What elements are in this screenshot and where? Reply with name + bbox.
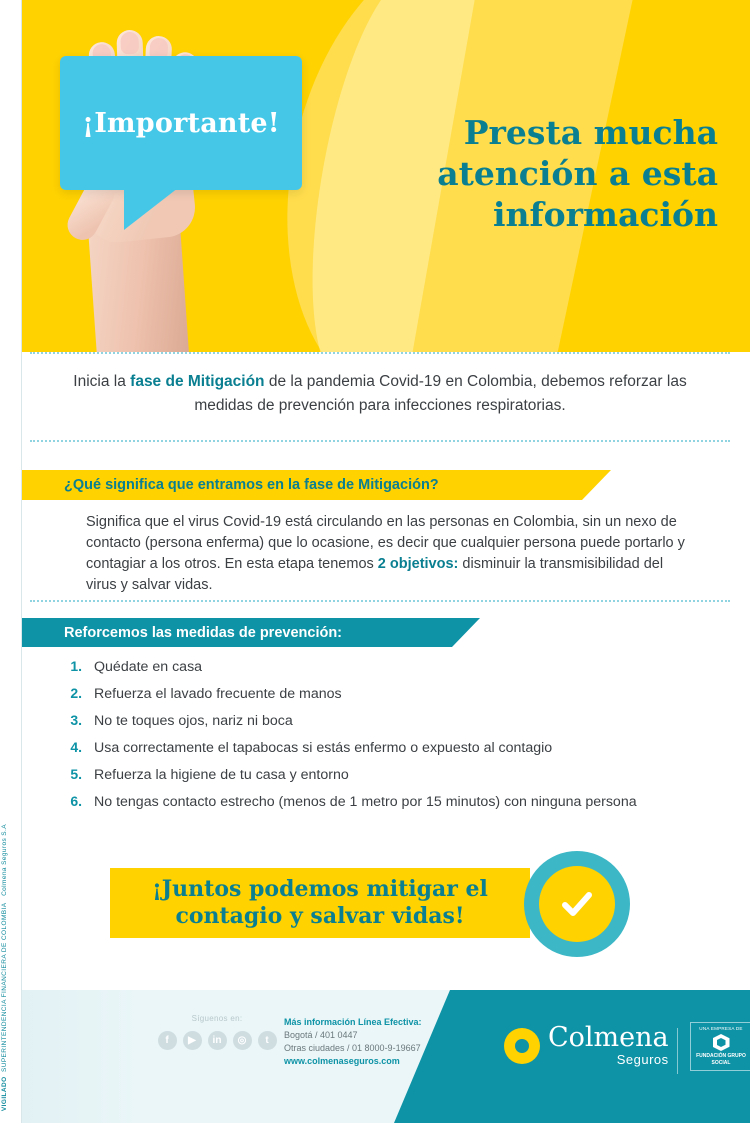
intro-before: Inicia la [73,373,131,390]
intro-highlight: fase de Mitigación [130,373,265,390]
foundation-hex-icon [713,1034,730,1051]
section-heading-measures [22,618,452,647]
brand-name: Colmena [548,1022,669,1053]
meaning-body-part-1: Significa que el virus Covid-19 está circulando en las personas en Colombia, sin un nexo de contacto (persona enferma) que lo ocasione, es decir que cualquier persona puede portarlo y contagiar a los otros. En esta etapa tenemos [86,514,685,572]
cta-line-1: ¡Juntos podemos mitigar el [152,876,488,902]
section-heading-meaning [22,470,582,500]
linkedin-icon[interactable]: in [208,1031,227,1050]
twitter-icon[interactable]: t [258,1031,277,1050]
brand-logo [504,1024,669,1067]
footer [22,990,750,1123]
check-icon [557,884,597,924]
brand-text [548,1024,669,1067]
social-links [152,1031,282,1050]
list-item-label: Quédate en casa [94,659,203,675]
contact-bogota: Bogotá / 401 0447 [284,1030,358,1040]
hero-banner [22,0,750,352]
list-item-number: 3. [70,712,82,728]
list-item [56,658,716,676]
list-item-label: Usa correctamente el tapabocas si estás enfermo o expuesto al contagio [94,740,553,756]
follow-label: Síguenos en: [191,1014,243,1023]
superintendencia-label: SUPERINTENDENCIA FINANCIERA DE COLOMBIA [1,902,8,1072]
list-item-number: 1. [70,658,82,674]
list-item-label: Refuerza la higiene de tu casa y entorno [94,767,349,783]
intro-paragraph [50,370,710,418]
cta-line-2: contagio y salvar vidas! [175,903,465,929]
section-heading-measures-label: Reforcemos las medidas de prevención: [64,624,343,641]
list-item [56,793,716,811]
list-item [56,712,716,730]
instagram-icon[interactable]: ◎ [233,1031,252,1050]
contact-other-cities: Otras ciudades / 01 8000-9-19667 [284,1043,421,1053]
footer-divider [677,1028,678,1074]
brand-subtitle: Seguros [616,1052,669,1067]
list-item [56,685,716,703]
section-heading-meaning-label: ¿Qué significa que entramos en la fase de Mitigación? [64,477,439,493]
contact-block [284,1016,422,1068]
list-item-label: No te toques ojos, nariz ni boca [94,713,293,729]
list-item-label: No tengas contacto estrecho (menos de 1 metro por 15 minutos) con ninguna persona [94,794,637,810]
vigilado-strip [0,0,22,1123]
speech-bubble-text: ¡Importante! [82,107,280,139]
cta-badge [524,851,630,957]
youtube-icon[interactable]: ▶ [183,1031,202,1050]
list-item-number: 6. [70,793,82,809]
list-item [56,739,716,757]
list-item-label: Refuerza el lavado frecuente de manos [94,686,342,702]
social-follow-block [152,1014,282,1050]
contact-title: Más información Línea Efectiva: [284,1017,422,1027]
foundation-top-label: UNA EMPRESA DE [699,1026,743,1031]
divider-dotted [30,352,730,354]
cta-banner [110,868,530,938]
section-meaning-body [86,512,694,596]
list-item-number: 5. [70,766,82,782]
divider-dotted [30,440,730,442]
facebook-icon[interactable]: f [158,1031,177,1050]
company-label: Colmena Seguros S.A [1,823,8,896]
cta-text [152,876,488,930]
cta-badge-inner [539,866,615,942]
footer-gradient [22,990,140,1123]
colmena-mark-icon [504,1028,540,1064]
divider-dotted [30,600,730,602]
vigilado-label: VIGILADO [1,1076,8,1111]
list-item-number: 2. [70,685,82,701]
meaning-body-emphasis: 2 objetivos: [377,556,459,572]
meaning-body-part-2: disminuir la transmisibilidad del virus y salvar vidas. [86,556,664,593]
page-title: Presta mucha atención a esta información [437,113,718,234]
measures-list [56,658,716,820]
list-item-number: 4. [70,739,82,755]
list-item [56,766,716,784]
foundation-name: FUNDACIÓN GRUPO SOCIAL [696,1053,746,1066]
speech-bubble [60,56,302,190]
vigilado-text [0,824,22,1111]
foundation-badge [690,1022,750,1071]
website-link[interactable]: www.colmenaseguros.com [284,1056,400,1066]
intro-after: de la pandemia Covid-19 en Colombia, debemos reforzar las medidas de prevención para infecciones respiratorias. [194,373,687,414]
